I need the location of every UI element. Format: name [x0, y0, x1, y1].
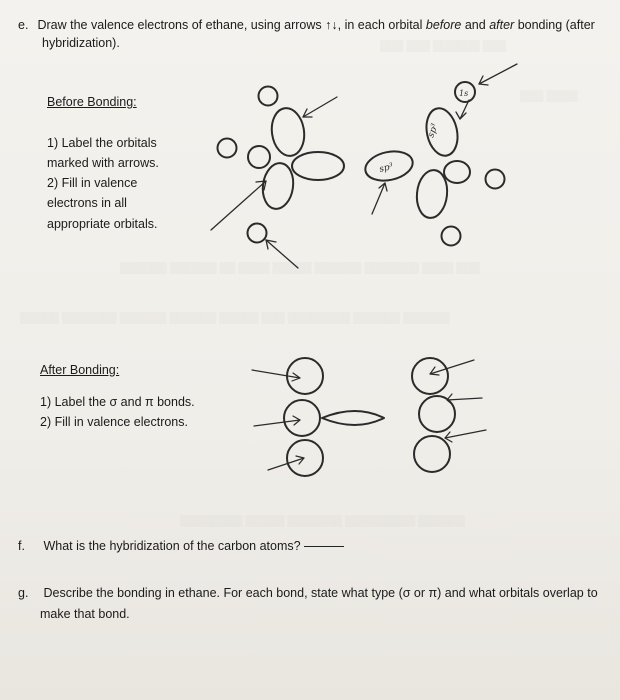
question-e-text-part2: bonding (after: [517, 18, 595, 32]
question-g-number: g.: [18, 586, 29, 600]
question-g-text-line1: Describe the bonding in ethane. For each bond, state what type (σ or π) and what orbitals overlap to: [43, 586, 598, 600]
after-item-1: 1) Label the σ and π bonds.: [40, 395, 195, 409]
question-f: [18, 538, 344, 554]
before-line-4: electrons in all: [47, 196, 127, 210]
question-f-text: What is the hybridization of the carbon atoms?: [43, 539, 301, 553]
before-line-2: marked with arrows.: [47, 156, 159, 170]
question-e-and-word: and: [464, 18, 486, 32]
before-line-5: appropriate orbitals.: [47, 217, 158, 231]
question-e-after-word: after: [489, 18, 515, 32]
bleed-through-text: ▒▒▒▒▒ ▒▒▒▒▒▒▒ ▒▒▒▒▒▒ ▒▒▒▒▒▒ ▒▒▒▒▒ ▒▒▒ ▒▒▒▒▒▒▒▒ ▒▒▒▒▒▒ ▒▒▒▒▒▒: [20, 312, 450, 324]
label-1s: 1s: [459, 89, 469, 98]
pointer-arrows: [211, 64, 517, 268]
after-item-2: 2) Fill in valence electrons.: [40, 415, 188, 429]
question-e-number: e.: [18, 18, 29, 32]
question-e-text-part1: Draw the valence electrons of ethane, using arrows ↑↓, in each orbital: [37, 18, 423, 32]
before-bonding-orbital-diagram: [0, 0, 620, 300]
question-g-line2: make that bond.: [40, 607, 130, 621]
label-sp3-a: sp³: [378, 161, 395, 175]
after-bonding-heading: After Bonding:: [40, 363, 120, 377]
bleed-through-text: ▒▒▒ ▒▒▒ ▒▒▒▒▒▒ ▒▒▒: [380, 40, 507, 52]
after-bonding-orbitals: [284, 358, 455, 476]
question-f-number: f.: [18, 539, 25, 553]
question-g: [18, 585, 618, 601]
after-bonding-orbital-diagram: [0, 330, 620, 530]
question-e-line2: hybridization).: [42, 36, 120, 50]
label-sp3-b: sp³: [426, 122, 441, 140]
before-line-1: 1) Label the orbitals: [47, 136, 157, 150]
question-e-before-word: before: [425, 18, 462, 32]
bleed-through-text: ▒▒▒▒▒▒▒▒ ▒▒▒▒▒ ▒▒▒▒▒▒▒ ▒▒▒▒▒▒▒▒▒ ▒▒▒▒▒▒: [180, 515, 465, 527]
left-carbon-orbitals: [218, 87, 345, 243]
bleed-through-text: ▒▒▒ ▒▒▒▒: [520, 90, 578, 102]
before-line-3: 2) Fill in valence: [47, 176, 138, 190]
answer-blank-line: [304, 546, 344, 547]
before-bonding-heading: Before Bonding:: [47, 95, 137, 109]
bleed-through-text: ▒▒▒▒▒▒ ▒▒▒▒▒▒ ▒▒ ▒▒▒▒ ▒▒▒▒▒ ▒▒▒▒▒▒ ▒▒▒▒▒▒▒ ▒▒▒▒ ▒▒▒: [120, 262, 480, 274]
